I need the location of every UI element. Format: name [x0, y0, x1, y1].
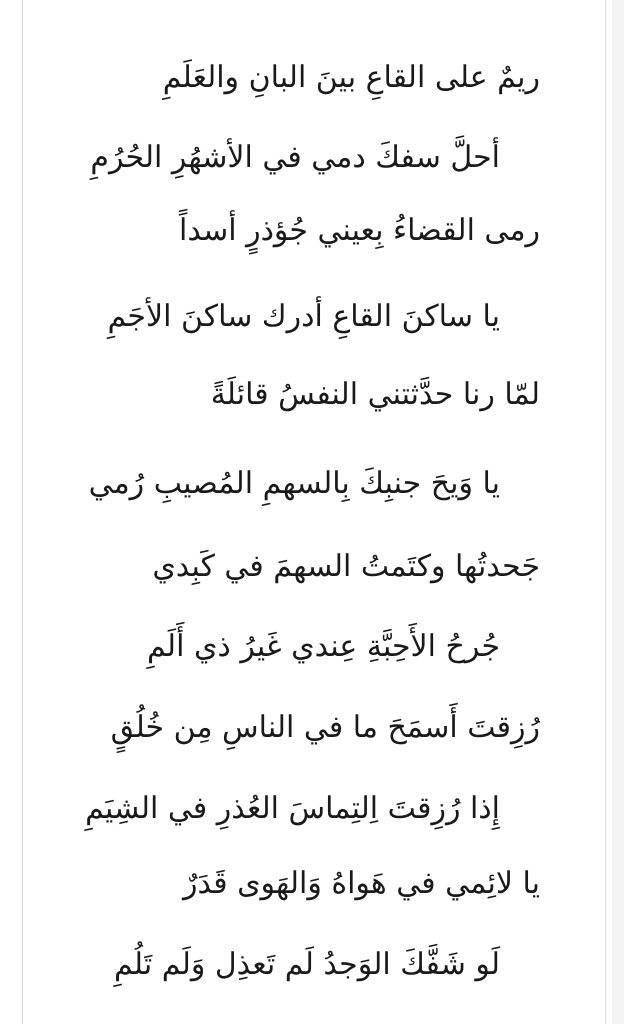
poem-verse-3: رمى القضاءُ بِعيني جُؤذرٍ أسداً [179, 213, 540, 248]
poem-verse-10: إِذا رُزِقتَ اِلتِماسَ العُذرِ في الشِيَمِ [85, 791, 500, 826]
poem-verse-6: يا وَيحَ جنبِكَ بِالسهمِ المُصيبِ رُمي [88, 466, 500, 501]
poem-verse-2: أحلَّ سفكَ دمي في الأشهُرِ الحُرُمِ [90, 140, 500, 175]
page-left-border [22, 0, 23, 1024]
poem-verse-9: رُزِقتَ أَسمَحَ ما في الناسِ مِن خُلُقٍ [110, 710, 540, 745]
poem-verse-12: لَو شَفَّكَ الوَجدُ لَم تَعذِل وَلَم تَلُمِ [113, 947, 500, 982]
poem-verse-11: يا لائِمي في هَواهُ وَالهَوى قَدَرٌ [182, 866, 540, 901]
poem-body [40, 0, 540, 1024]
poem-verse-8: جُرحُ الأَحِبَّةِ عِندي غَيرُ ذي أَلَمِ [146, 629, 500, 664]
poem-verse-1: ريمٌ على القاعِ بينَ البانِ والعَلَمِ [162, 60, 540, 95]
poem-verse-4: يا ساكنَ القاعِ أدرك ساكنَ الأجَمِ [107, 299, 500, 334]
page-right-margin [612, 0, 624, 1024]
poem-verse-5: لمّا رنا حدَّثتني النفسُ قائلَةً [210, 377, 540, 412]
page-right-border [605, 0, 606, 1024]
poem-verse-7: جَحدتُها وكتَمتُ السهمَ في كَبِدي [152, 549, 540, 584]
